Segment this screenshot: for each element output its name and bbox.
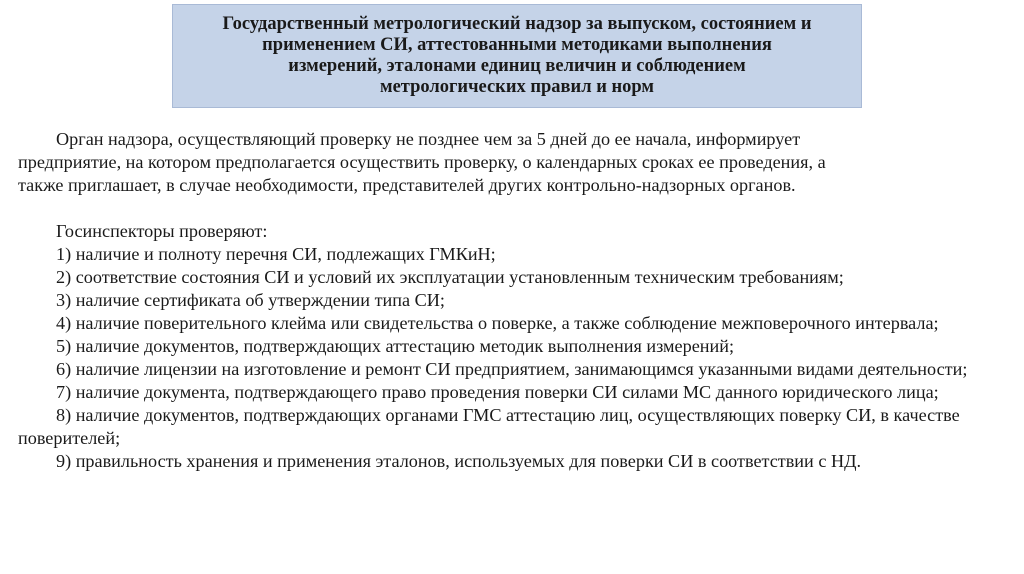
title-line: метрологических правил и норм xyxy=(379,77,655,97)
slide-title xyxy=(215,14,820,98)
intro-line: предприятие, на котором предполагается осуществить проверку, о календарных сроках ее проведения, а xyxy=(18,152,826,172)
intro-line: Орган надзора, осуществляющий проверку не позднее чем за 5 дней до ее начала, информирует xyxy=(56,129,801,149)
list-item: 9) правильность хранения и применения эталонов, используемых для поверки СИ в соответствии с НД. xyxy=(56,451,862,471)
list-item: 4) наличие поверительного клейма или свидетельства о поверке, а также соблюдение межповерочного интервала; xyxy=(56,313,939,333)
checklist xyxy=(18,243,993,473)
list-item: 7) наличие документа, подтверждающего право проведения поверки СИ силами МС данного юридического лица; xyxy=(56,382,939,402)
title-line: Государственный метрологический надзор за выпуском, состоянием и xyxy=(222,14,812,34)
paragraph-spacer xyxy=(18,197,993,220)
list-item: 3) наличие сертификата об утверждении типа СИ; xyxy=(56,290,445,310)
intro-line: также приглашает, в случае необходимости, представителей других контрольно-надзорных органов. xyxy=(18,175,796,195)
title-banner xyxy=(172,4,862,108)
checklist-heading: Госинспекторы проверяют: xyxy=(56,221,268,241)
list-item: 1) наличие и полноту перечня СИ, подлежащих ГМКиН; xyxy=(56,244,496,264)
title-line: измерений, эталонами единиц величин и соблюдением xyxy=(288,56,746,76)
slide-body xyxy=(18,128,993,473)
list-item: 2) соответствие состояния СИ и условий их эксплуатации установленным техническим требованиям; xyxy=(56,267,844,287)
title-line: применением СИ, аттестованными методиками выполнения xyxy=(262,35,772,55)
list-item: 8) наличие документов, подтверждающих органами ГМС аттестацию лиц, осуществляющих поверку СИ, в качестве поверителей; xyxy=(18,405,960,448)
list-item: 5) наличие документов, подтверждающих аттестацию методик выполнения измерений; xyxy=(56,336,735,356)
intro-paragraph xyxy=(18,128,993,197)
list-item: 6) наличие лицензии на изготовление и ремонт СИ предприятием, занимающимся указанными видами деятельности; xyxy=(56,359,968,379)
